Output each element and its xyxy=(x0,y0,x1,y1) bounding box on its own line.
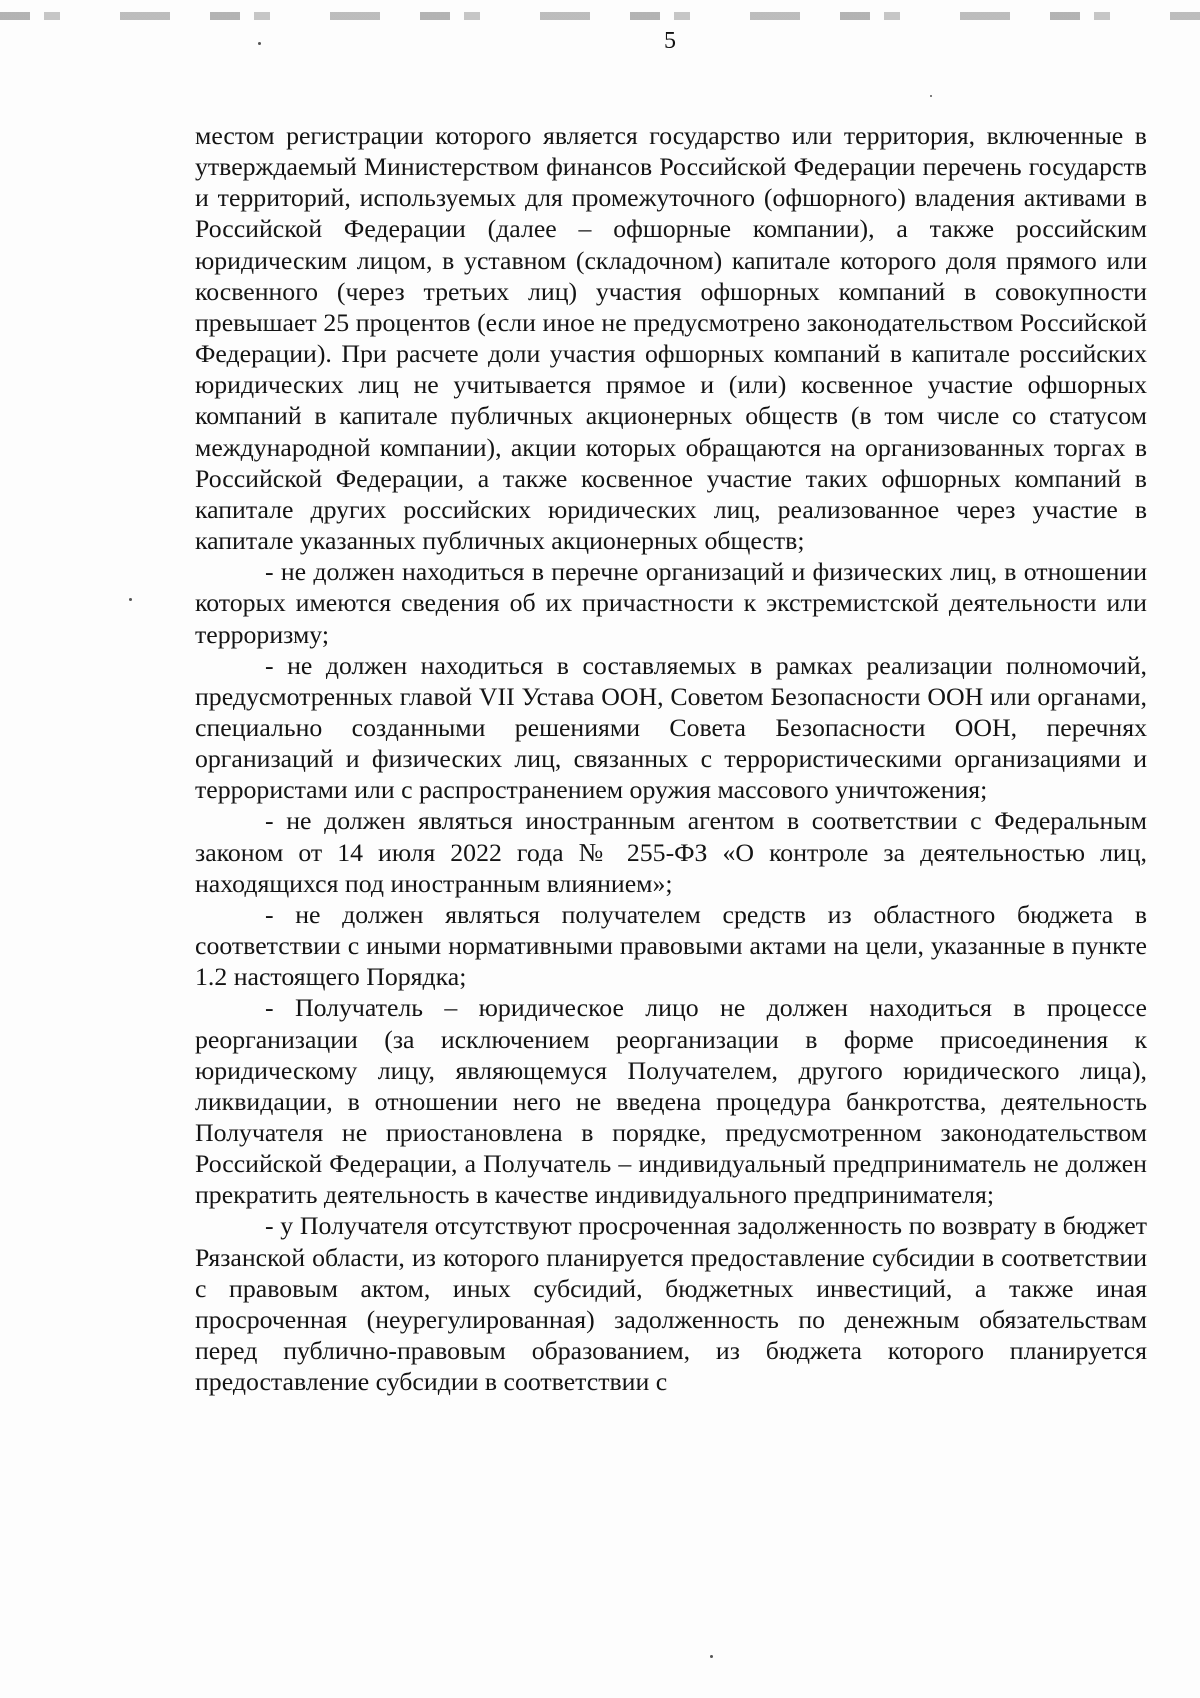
list-item: - не должен являться иностранным агентом в соответствии с Федеральным законом от 14 июля 2022 года № 255-ФЗ «О контроле за деятельностью лиц, находящихся под иностранным влиянием»; xyxy=(195,806,1147,898)
paragraph-continuation: местом регистрации которого является государство или территория, включенные в утверждаемый Министерством финансов Российской Федерации перечень государств и территорий, используемых для промежуточного (офшорного) владения активами в Российской Федерации (далее – офшорные компании), а также российским юридическим лицом, в уставном (складочном) капитале которого доля прямого или косвенного (через третьих лиц) участия офшорных компаний в совокупности превышает 25 процентов (если иное не предусмотрено законодательством Российской Федерации). При расчете доли участия офшорных компаний в капитале российских юридических лиц не учитывается прямое и (или) косвенное участие офшорных компаний в капитале публичных акционерных обществ (в том числе со статусом международной компании), акции которых обращаются на организованных торгах в Российской Федерации, а также косвенное участие таких офшорных компаний в капитале других российских юридических лиц, реализованное через участие в капитале указанных публичных акционерных обществ; xyxy=(195,121,1147,556)
list-item: - не должен находиться в составляемых в рамках реализации полномочий, предусмотренных главой VII Устава ООН, Советом Безопасности ООН или органами, специально созданными решениями Совета Безопасности ООН, перечнях организаций и физических лиц, связанных с террористическими организациями и террористами или с распространением оружия массового уничтожения; xyxy=(195,650,1147,805)
list-item: - не должен являться получателем средств из областного бюджета в соответствии с иными нормативными правовыми актами на цели, указанные в пункте 1.2 настоящего Порядка; xyxy=(195,899,1147,992)
scan-edge-noise xyxy=(0,12,1200,20)
document-body xyxy=(195,120,1147,1397)
scan-speck xyxy=(129,598,132,601)
page-number: 5 xyxy=(664,28,676,54)
list-item: - у Получателя отсутствуют просроченная задолженность по возврату в бюджет Рязанской области, из которого планируется предоставление субсидии в соответствии с правовым актом, иных субсидий, бюджетных инвестиций, а также иная просроченная (неурегулированная) задолженность по денежным обязательствам перед публично-правовым образованием, из бюджета которого планируется предоставление субсидии в соответствии с xyxy=(195,1211,1147,1397)
scan-speck xyxy=(258,42,261,45)
scan-speck xyxy=(710,1655,713,1658)
list-item: - не должен находиться в перечне организаций и физических лиц, в отношении которых имеются сведения об их причастности к экстремистской деятельности или терроризму; xyxy=(195,557,1147,649)
list-item: - Получатель – юридическое лицо не должен находиться в процессе реорганизации (за исключением реорганизации в форме присоединения к юридическому лицу, являющемуся Получателем, другого юридического лица), ликвидации, в отношении него не введена процедура банкротства, деятельность Получателя не приостановлена в порядке, предусмотренном законодательством Российской Федерации, а Получатель – индивидуальный предприниматель не должен прекратить деятельность в качестве индивидуального предпринимателя; xyxy=(195,993,1147,1210)
scan-speck xyxy=(930,95,932,97)
